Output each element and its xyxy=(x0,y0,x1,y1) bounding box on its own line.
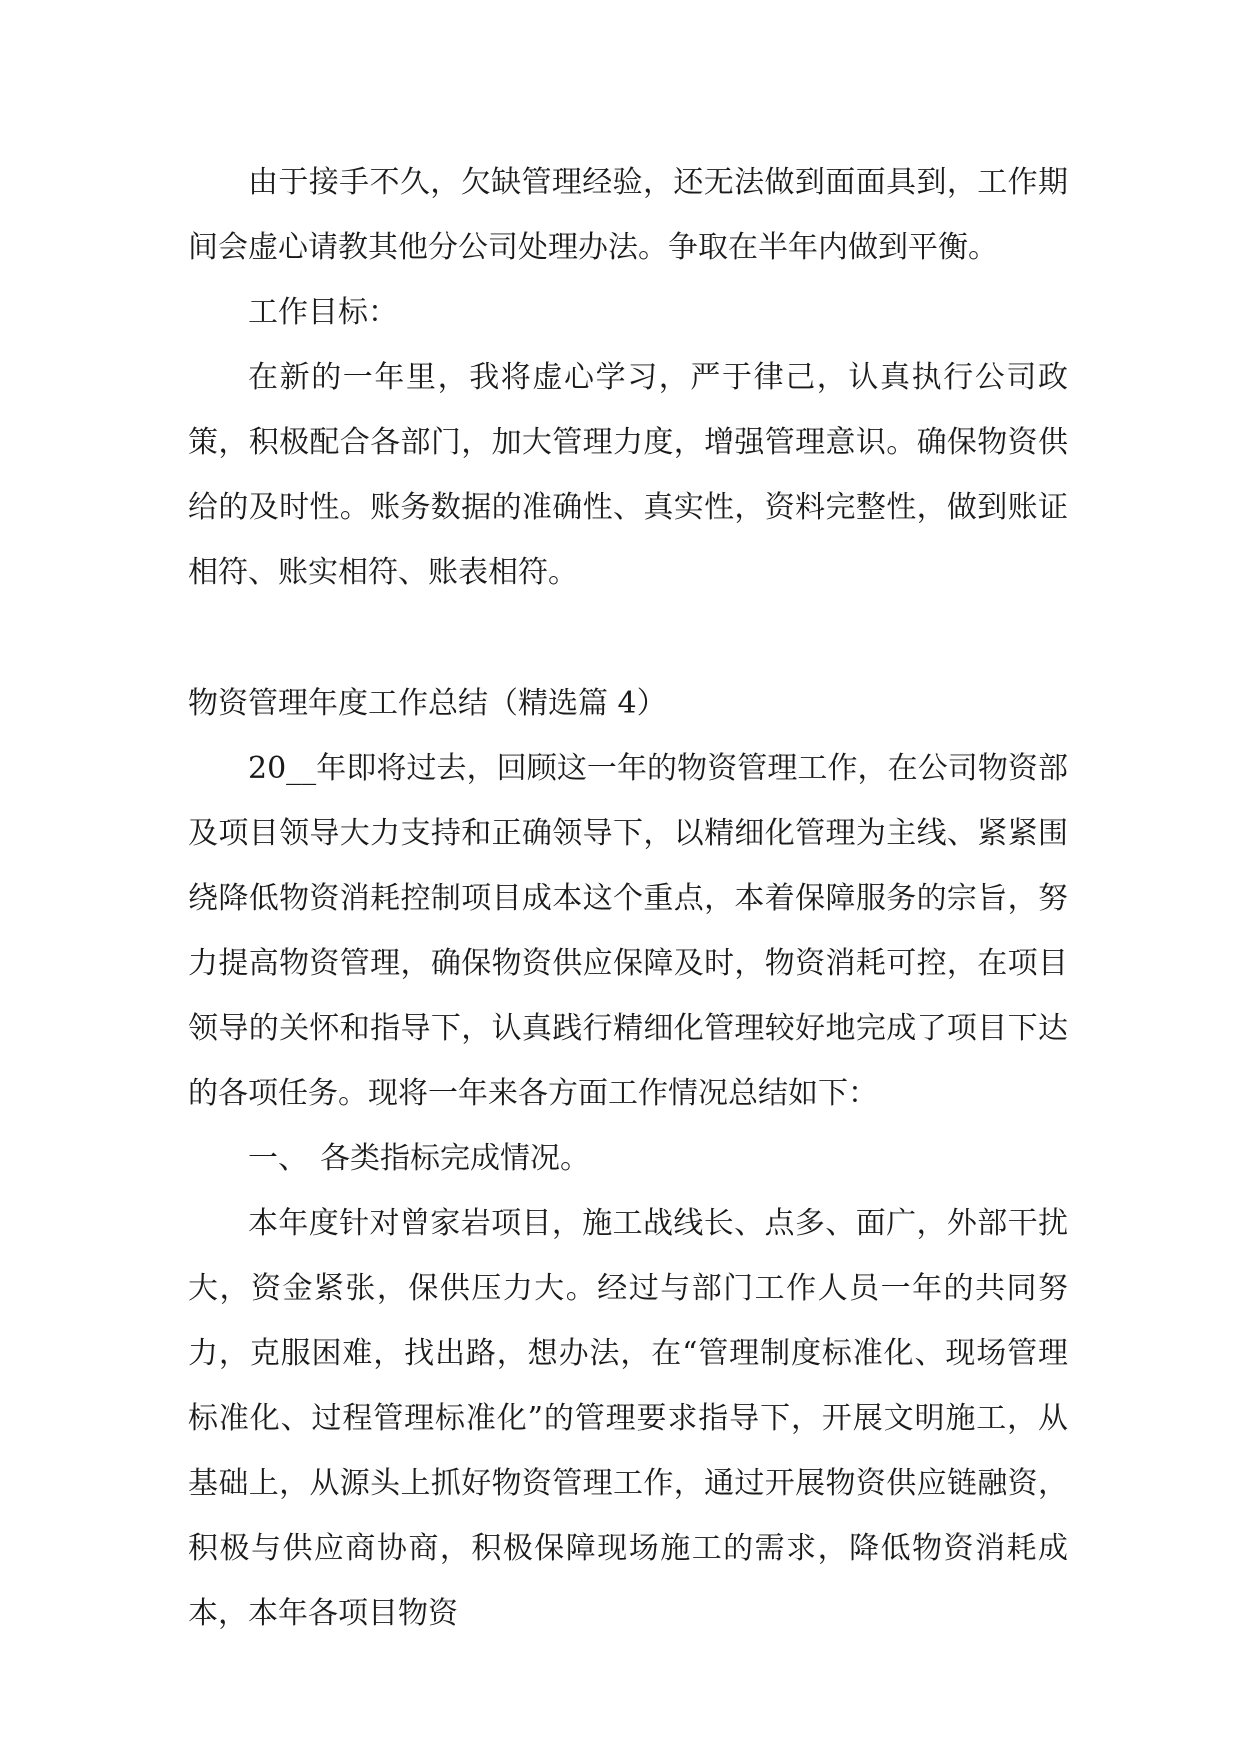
paragraph-year-review: 20__年即将过去，回顾这一年的物资管理工作，在公司物资部及项目领导大力支持和正确领导下，以精细化管理为主线、紧紧围绕降低物资消耗控制项目成本这个重点，本着保障服务的宗旨，努力提高物资管理，确保物资供应保障及时，物资消耗可控，在项目领导的关怀和指导下，认真践行精细化管理较好地完成了项目下达的各项任务。现将一年来各方面工作情况总结如下： xyxy=(188,751,1068,1111)
paragraph-management-experience: 由于接手不久，欠缺管理经验，还无法做到面面具到，工作期间会虚心请教其他分公司处理办法。争取在半年内做到平衡。 xyxy=(188,165,1068,265)
section-title: 物资管理年度工作总结（精选篇 4） xyxy=(188,686,667,721)
paragraph-project-detail: 本年度针对曾家岩项目，施工战线长、点多、面广，外部干扰大，资金紧张，保供压力大。经过与部门工作人员一年的共同努力，克服困难，找出路，想办法，在“管理制度标准化、现场管理标准化、过程管理标准化”的管理要求指导下，开展文明施工，从基础上，从源头上抓好物资管理工作，通过开展物资供应链融资，积极与供应商协商，积极保障现场施工的需求，降低物资消耗成本，本年各项目物资 xyxy=(188,1206,1068,1631)
list-item-text: 各类指标完成情况。 xyxy=(320,1141,590,1176)
document-body xyxy=(188,150,1068,1646)
paragraph-work-goal-label: 工作目标： xyxy=(248,295,398,330)
list-item-number: 一、 xyxy=(248,1141,308,1176)
paragraph-work-goal: 在新的一年里，我将虚心学习，严于律己，认真执行公司政策，积极配合各部门，加大管理力度，增强管理意识。确保物资供给的及时性。账务数据的准确性、真实性，资料完整性，做到账证相符、账实相符、账表相符。 xyxy=(188,360,1068,590)
section-spacer xyxy=(188,605,1068,671)
list-item-indicators xyxy=(188,1126,1068,1191)
